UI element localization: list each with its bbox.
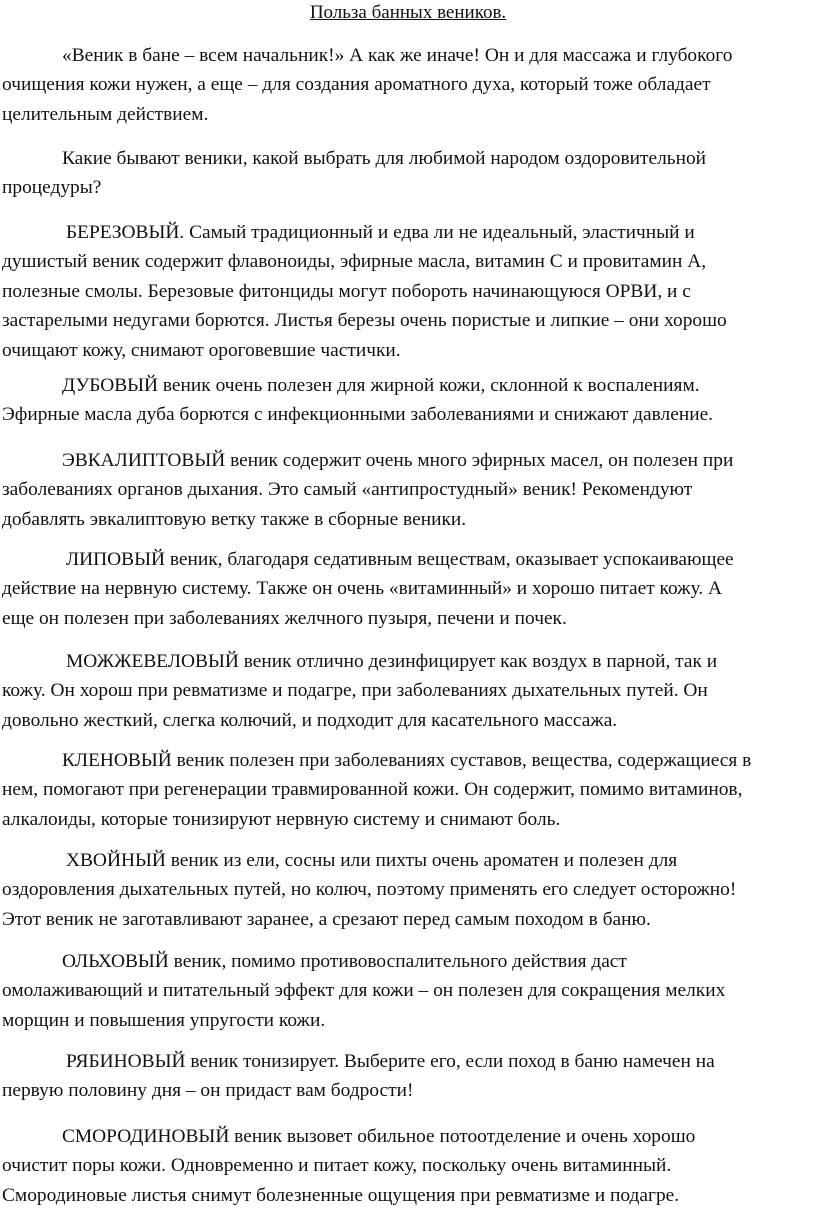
paragraph-line: еще он полезен при заболеваниях желчного пузыря, печени и почек. (2, 607, 567, 629)
paragraph-line: кожу. Он хорош при ревматизме и подагре, при заболеваниях дыхательных путей. Он (2, 680, 708, 702)
paragraph-line: СМОРОДИНОВЫЙ веник вызовет обильное потоотделение и очень хорошо (62, 1126, 696, 1147)
paragraph-line: МОЖЖЕВЕЛОВЫЙ веник отлично дезинфицирует как воздух в парной, так и (66, 651, 718, 672)
paragraph-line: действие на нервную систему. Также он очень «витаминный» и хорошо питает кожу. А (2, 578, 723, 600)
paragraph-line: застарелыми недугами борются. Листья березы очень пористые и липкие – они хорошо (2, 310, 727, 332)
paragraph-line: добавлять эвкалиптовую ветку также в сборные веники. (2, 508, 467, 530)
paragraph-line: оздоровления дыхательных путей, но колюч, поэтому применять его следует осторожно! (2, 879, 737, 901)
paragraph-line: КЛЕНОВЫЙ веник полезен при заболеваниях суставов, вещества, содержащиеся в (62, 750, 752, 771)
paragraph-linden (2, 545, 810, 633)
paragraph-line: очистит поры кожи. Одновременно и питает кожу, поскольку очень витаминный. (2, 1155, 672, 1177)
paragraph-line: морщин и повышения упругости кожи. (2, 1009, 326, 1031)
paragraph-line: омолаживающий и питательный эффект для кожи – он полезен для сокращения мелких (2, 980, 726, 1002)
paragraph-line: Эфирные масла дуба борются с инфекционными заболеваниями и снижают давление. (2, 404, 714, 426)
paragraph-birch (2, 218, 810, 365)
paragraph-line: Какие бывают веники, какой выбрать для любимой народом оздоровительной (62, 148, 707, 169)
paragraph-line: ДУБОВЫЙ веник очень полезен для жирной кожи, склонной к воспалениям. (62, 375, 700, 396)
paragraph-line: нем, помогают при регенерации травмированной кожи. Он содержит, помимо витаминов, (2, 779, 743, 801)
paragraph-line: первую половину дня – он придаст вам бодрости! (2, 1080, 414, 1102)
paragraph-maple (2, 746, 810, 834)
paragraph-question (2, 144, 810, 203)
paragraph-line: «Веник в бане – всем начальник!» А как же иначе! Он и для массажа и глубокого (62, 45, 733, 66)
paragraph-intro (2, 41, 810, 129)
paragraph-line: целительным действием. (2, 103, 209, 125)
paragraph-juniper (2, 647, 810, 735)
paragraph-line: довольно жесткий, слегка колючий, и подходит для касательного массажа. (2, 709, 618, 731)
paragraph-alder (2, 947, 810, 1035)
paragraph-line: ЛИПОВЫЙ веник, благодаря седативным веществам, оказывает успокаивающее (66, 549, 734, 570)
paragraph-oak (2, 371, 810, 430)
paragraph-line: ЭВКАЛИПТОВЫЙ веник содержит очень много эфирных масел, он полезен при (62, 450, 734, 471)
paragraph-eucalyptus (2, 446, 810, 534)
paragraph-line: Смородиновые листья снимут болезненные ощущения при ревматизме и подагре. (2, 1184, 680, 1206)
paragraph-line: очищают кожу, снимают ороговевшие частички. (2, 339, 401, 361)
paragraph-line: ХВОЙНЫЙ веник из ели, сосны или пихты очень ароматен и полезен для (66, 850, 678, 871)
paragraph-line: процедуры? (2, 177, 102, 199)
document-title: Польза банных веников. (309, 2, 507, 23)
paragraph-line: алкалоиды, которые тонизируют нервную систему и снимают боль. (2, 808, 561, 830)
paragraph-line: заболеваниях органов дыхания. Это самый «антипростудный» веник! Рекомендуют (2, 479, 693, 501)
paragraph-conifer (2, 846, 810, 934)
paragraph-line: душистый веник содержит флавоноиды, эфирные масла, витамин С и провитамин А, (2, 251, 707, 273)
paragraph-line: РЯБИНОВЫЙ веник тонизирует. Выберите его, если поход в баню намечен на (66, 1051, 715, 1072)
paragraph-line: полезные смолы. Березовые фитонциды могут побороть начинающуюся ОРВИ, и с (2, 280, 691, 302)
paragraph-rowan (2, 1047, 810, 1106)
paragraph-currant (2, 1122, 810, 1210)
paragraph-line: очищения кожи нужен, а еще – для создания ароматного духа, который тоже обладает (2, 74, 711, 96)
paragraph-line: ОЛЬХОВЫЙ веник, помимо противовоспалительного действия даст (62, 951, 627, 972)
paragraph-line: Этот веник не заготавливают заранее, а срезают перед самым походом в баню. (2, 908, 651, 930)
paragraph-line: БЕРЕЗОВЫЙ. Самый традиционный и едва ли не идеальный, эластичный и (66, 222, 695, 243)
